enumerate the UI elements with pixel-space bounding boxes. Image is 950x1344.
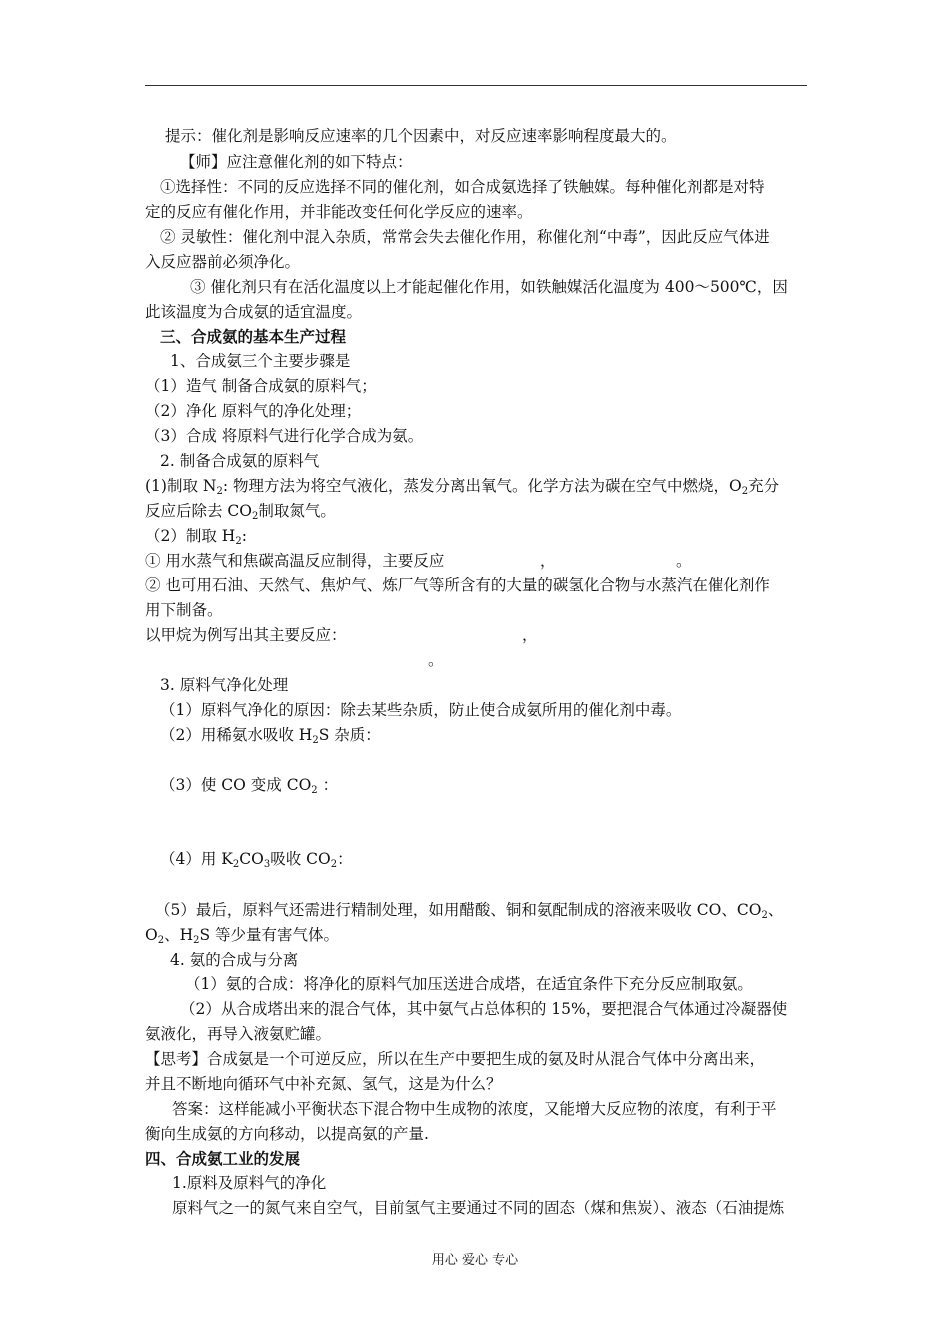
point-selectivity-2: 定的反应有催化作用，并非能改变任何化学反应的速率。	[145, 203, 533, 221]
hint-line: 提示：催化剂是影响反应速率的几个因素中，对反应速率影响程度最大的。	[165, 127, 677, 145]
purification-final-2: $O_2$、$H_2S$ 等少量有害气体。	[145, 926, 340, 946]
point-temperature-2: 此该温度为合成氨的适宜温度。	[145, 303, 363, 321]
purification-co: （3）使 CO 变成 $CO_2$ ：	[160, 776, 339, 796]
methane-reaction-prompt: 以甲烷为例写出其主要反应：	[145, 626, 347, 644]
purification-reason: （1）原料气净化的原因：除去某些杂质，防止使合成氨所用的催化剂中毒。	[160, 701, 682, 719]
methane-reaction-comma: ，	[522, 626, 538, 644]
separation-1: （2）从合成塔出来的混合气体，其中氨气占总体积的 15%，要把混合气体通过冷凝器使	[180, 1000, 788, 1018]
point-selectivity-1: ①选择性：不同的反应选择不同的催化剂，如合成氨选择了铁触媒。每种催化剂都是对特	[160, 178, 765, 196]
raw-materials-text: 原料气之一的氮气来自空气，目前氢气主要通过不同的固态（煤和焦炭）、液态（石油提炼	[172, 1199, 785, 1217]
point-sensitivity-2: 入反应器前必须净化。	[145, 253, 301, 271]
h2-method-1: ① 用水蒸气和焦碳高温反应制得，主要反应	[145, 552, 445, 570]
thinking-question-2: 并且不断地向循环气中补充氮、氢气，这是为什么？	[145, 1075, 502, 1093]
thinking-question-1: 【思考】合成氨是一个可逆反应，所以在生产中要把生成的氨及时从混合气体中分离出来，	[145, 1050, 766, 1068]
section-heading-4: 四、合成氨工业的发展	[145, 1149, 301, 1168]
page-footer: 用心 爱心 专心	[431, 1253, 519, 1268]
purification-h2s: （2）用稀氨水吸收 $H_2S$ 杂质：	[160, 726, 381, 746]
h2-method-1-period: 。	[676, 552, 692, 570]
step-2: （2）净化 原料气的净化处理；	[145, 402, 362, 420]
subheading-synthesis: 4. 氨的合成与分离	[170, 951, 299, 969]
step-intro: 1、合成氨三个主要步骤是	[170, 352, 351, 370]
answer-1: 答案：这样能减小平衡状态下混合物中生成物的浓度，又能增大反应物的浓度，有利于平	[172, 1100, 777, 1118]
methane-reaction-period: 。	[428, 651, 444, 669]
header-rule	[145, 85, 807, 86]
h2-method-1-comma: ，	[540, 552, 556, 570]
point-temperature-1: ③ 催化剂只有在活化温度以上才能起催化作用，如铁触媒活化温度为 400～500℃，因	[190, 278, 788, 296]
answer-2: 衡向生成氨的方向移动，以提高氨的产量.	[145, 1125, 429, 1143]
n2-line-2: 反应后除去 $CO_2$制取氮气。	[145, 502, 336, 522]
separation-2: 氨液化，再导入液氨贮罐。	[145, 1025, 332, 1043]
point-sensitivity-1: ② 灵敏性：催化剂中混入杂质，常常会失去催化作用，称催化剂“中毒”，因此反应气体进	[160, 228, 770, 246]
purification-k2co3: （4）用 $K_2CO_3$吸收 $CO_2$：	[160, 850, 353, 870]
subheading-raw-gas: 2. 制备合成氨的原料气	[160, 452, 320, 470]
h2-heading: （2）制取 $H_2$:	[145, 527, 247, 547]
step-1: （1）造气 制备合成氨的原料气；	[145, 377, 377, 395]
h2-method-2-1: ② 也可用石油、天然气、焦炉气、炼厂气等所含有的大量的碳氢化合物与水蒸汽在催化剂作	[145, 576, 770, 594]
n2-line-1: (1)制取 $N_2$: 物理方法为将空气液化，蒸发分离出氧气。化学方法为碳在空气中燃烧，$O_2$充分	[145, 477, 780, 497]
step-3: （3）合成 将原料气进行化学合成为氨。	[145, 427, 424, 445]
subheading-purification: 3. 原料气净化处理	[160, 676, 289, 694]
purification-final-1: （5）最后，原料气还需进行精制处理，如用醋酸、铜和氨配制成的溶液来吸收 CO、$CO_2$、	[155, 901, 784, 921]
section-heading-3: 三、合成氨的基本生产过程	[160, 327, 347, 346]
subheading-raw-materials: 1.原料及原料气的净化	[172, 1174, 327, 1192]
teacher-note: 【师】应注意催化剂的如下特点：	[180, 153, 413, 171]
h2-method-2-2: 用下制备。	[145, 601, 223, 619]
synthesis-step-1: （1）氨的合成：将净化的原料气加压送进合成塔，在适宜条件下充分反应制取氨。	[185, 975, 753, 993]
